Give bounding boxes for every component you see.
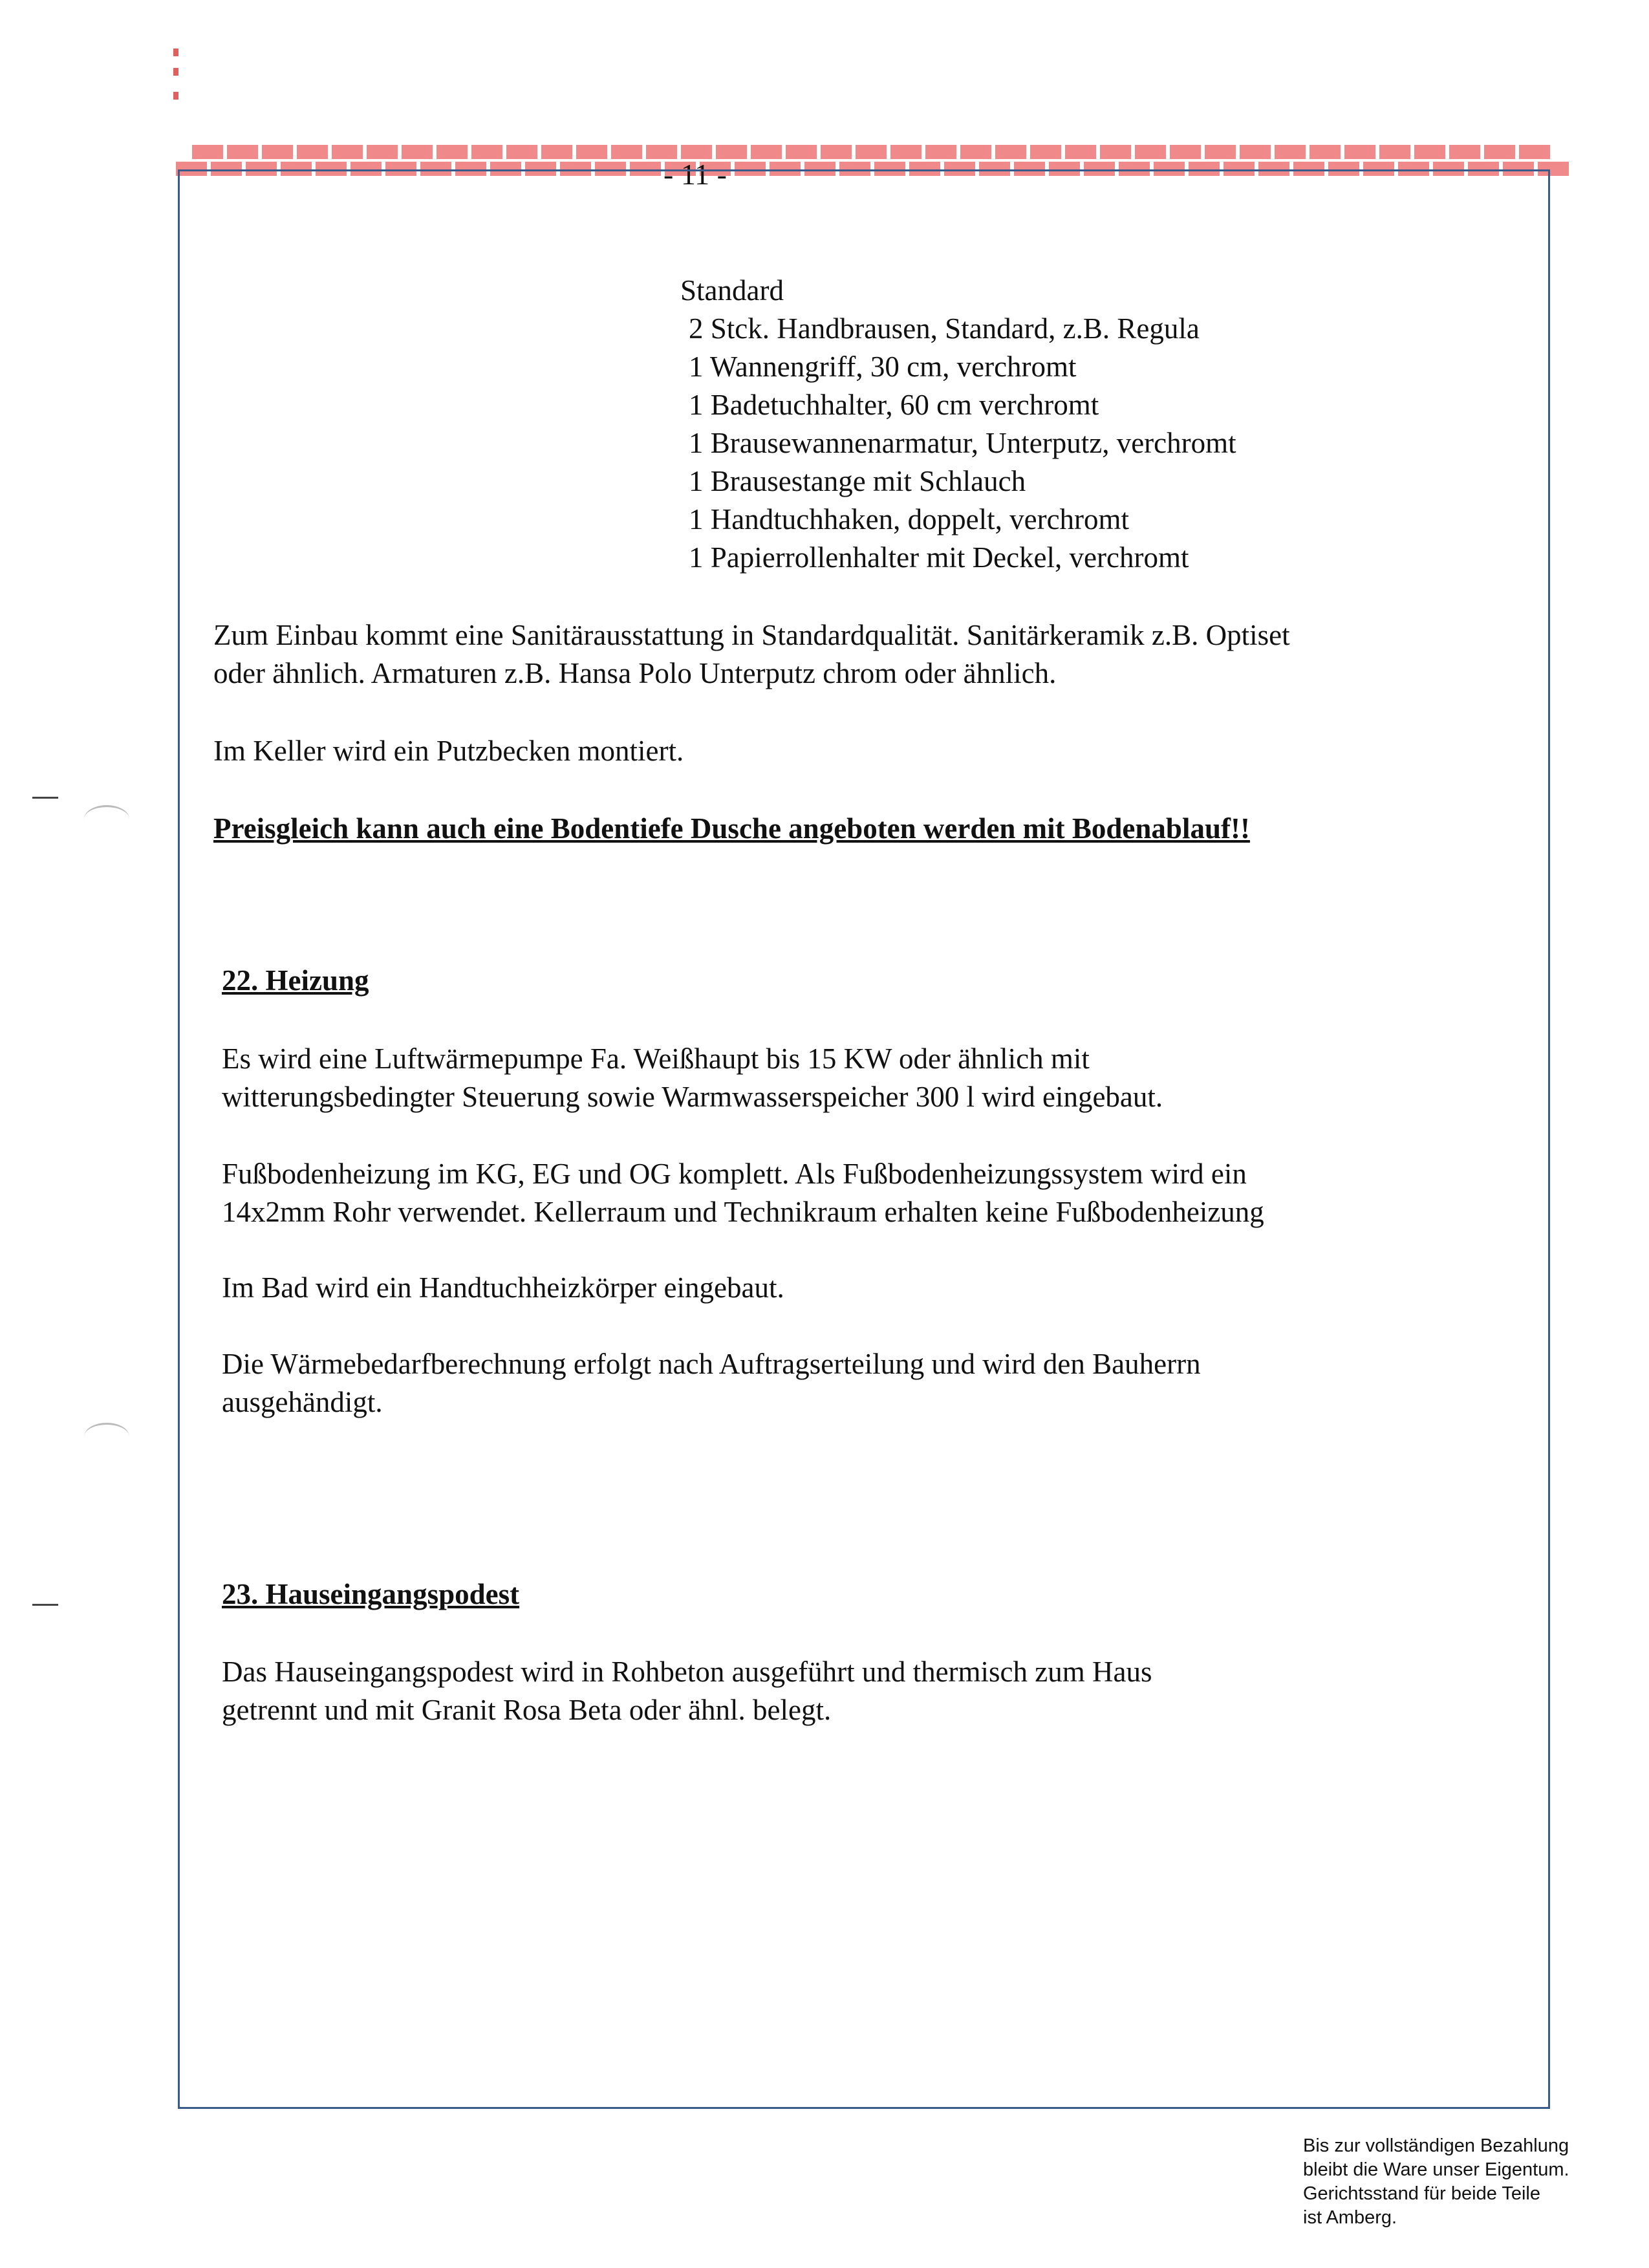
footer-line: ist Amberg. bbox=[1303, 2207, 1397, 2228]
brick bbox=[1519, 145, 1550, 159]
brick bbox=[821, 145, 852, 159]
brick bbox=[471, 145, 502, 159]
entrance-paragraph-line: Das Hauseingangspodest wird in Rohbeton ausgeführt und thermisch zum Haus bbox=[222, 1656, 1152, 1688]
brick bbox=[751, 145, 782, 159]
brick bbox=[541, 145, 572, 159]
floor-heating-line: 14x2mm Rohr verwendet. Kellerraum und Technikraum erhalten keine Fußbodenheizung bbox=[222, 1196, 1264, 1228]
page-number: - 11 - bbox=[663, 158, 727, 191]
margin-tick bbox=[32, 1604, 58, 1606]
cellar-sink-paragraph: Im Keller wird ein Putzbecken montiert. bbox=[213, 735, 684, 767]
brick bbox=[890, 145, 921, 159]
floor-heating-line: Fußbodenheizung im KG, EG und OG komplett. Als Fußbodenheizungssystem wird ein bbox=[222, 1158, 1247, 1190]
heating-heading: 22. Heizung bbox=[222, 964, 369, 997]
equipment-title: Standard bbox=[680, 274, 784, 307]
brick bbox=[1030, 145, 1061, 159]
footer-line: Bis zur vollständigen Bezahlung bbox=[1303, 2135, 1569, 2156]
brick bbox=[1344, 145, 1375, 159]
heating-paragraph-line: Es wird eine Luftwärmepumpe Fa. Weißhaupt bis 15 KW oder ähnlich mit bbox=[222, 1042, 1090, 1075]
sanitary-paragraph-line: oder ähnlich. Armaturen z.B. Hansa Polo Unterputz chrom oder ähnlich. bbox=[213, 657, 1057, 689]
brick bbox=[611, 145, 642, 159]
brick bbox=[856, 145, 887, 159]
scan-mark bbox=[173, 49, 178, 56]
brick bbox=[995, 145, 1026, 159]
list-item: 1 Badetuchhalter, 60 cm verchromt bbox=[689, 389, 1099, 421]
brick bbox=[786, 145, 817, 159]
brick bbox=[1100, 145, 1131, 159]
list-item: 1 Papierrollenhalter mit Deckel, verchromt bbox=[689, 541, 1189, 574]
brick bbox=[1379, 145, 1410, 159]
brick bbox=[192, 145, 223, 159]
brick bbox=[1170, 145, 1201, 159]
towel-radiator-paragraph: Im Bad wird ein Handtuchheizkörper eingebaut. bbox=[222, 1271, 784, 1304]
ownership-footer bbox=[1303, 2134, 1639, 2230]
punch-hole-mark bbox=[84, 805, 129, 833]
brick bbox=[297, 145, 328, 159]
list-item: 1 Brausestange mit Schlauch bbox=[689, 465, 1026, 497]
sanitary-paragraph-line: Zum Einbau kommt eine Sanitärausstattung in Standardqualität. Sanitärkeramik z.B. Optiset bbox=[213, 619, 1290, 651]
scan-mark bbox=[173, 92, 178, 100]
brick bbox=[402, 145, 433, 159]
brick bbox=[1484, 145, 1515, 159]
heating-paragraph-line: witterungsbedingter Steuerung sowie Warmwasserspeicher 300 l wird eingebaut. bbox=[222, 1081, 1163, 1113]
list-item: 1 Wannengriff, 30 cm, verchromt bbox=[689, 351, 1077, 383]
brick bbox=[1414, 145, 1445, 159]
brick bbox=[925, 145, 956, 159]
brick bbox=[576, 145, 607, 159]
heat-calc-line: Die Wärmebedarfberechnung erfolgt nach Auftragserteilung und wird den Bauherrn bbox=[222, 1348, 1201, 1380]
brick bbox=[1275, 145, 1306, 159]
brick bbox=[436, 145, 468, 159]
brick bbox=[367, 145, 398, 159]
brick bbox=[1065, 145, 1096, 159]
scan-mark bbox=[173, 68, 178, 76]
brick bbox=[332, 145, 363, 159]
heat-calc-line: ausgehändigt. bbox=[222, 1386, 383, 1418]
brick bbox=[227, 145, 258, 159]
brick bbox=[1449, 145, 1480, 159]
brick bbox=[960, 145, 991, 159]
entrance-heading: 23. Hauseingangspodest bbox=[222, 1578, 520, 1610]
footer-line: bleibt die Ware unser Eigentum. bbox=[1303, 2159, 1569, 2180]
brick bbox=[1240, 145, 1271, 159]
brick bbox=[1135, 145, 1166, 159]
brick bbox=[262, 145, 293, 159]
margin-tick bbox=[32, 797, 58, 799]
shower-notice: Preisgleich kann auch eine Bodentiefe Dusche angeboten werden mit Bodenablauf!! bbox=[213, 812, 1250, 845]
punch-hole-mark bbox=[84, 1423, 129, 1451]
entrance-paragraph-line: getrennt und mit Granit Rosa Beta oder ähnl. belegt. bbox=[222, 1694, 832, 1726]
brick bbox=[1205, 145, 1236, 159]
list-item: 2 Stck. Handbrausen, Standard, z.B. Regula bbox=[689, 312, 1200, 345]
brick bbox=[506, 145, 537, 159]
footer-line: Gerichtsstand für beide Teile bbox=[1303, 2183, 1541, 2204]
brick bbox=[1310, 145, 1341, 159]
list-item: 1 Brausewannenarmatur, Unterputz, verchromt bbox=[689, 427, 1236, 459]
list-item: 1 Handtuchhaken, doppelt, verchromt bbox=[689, 503, 1130, 535]
